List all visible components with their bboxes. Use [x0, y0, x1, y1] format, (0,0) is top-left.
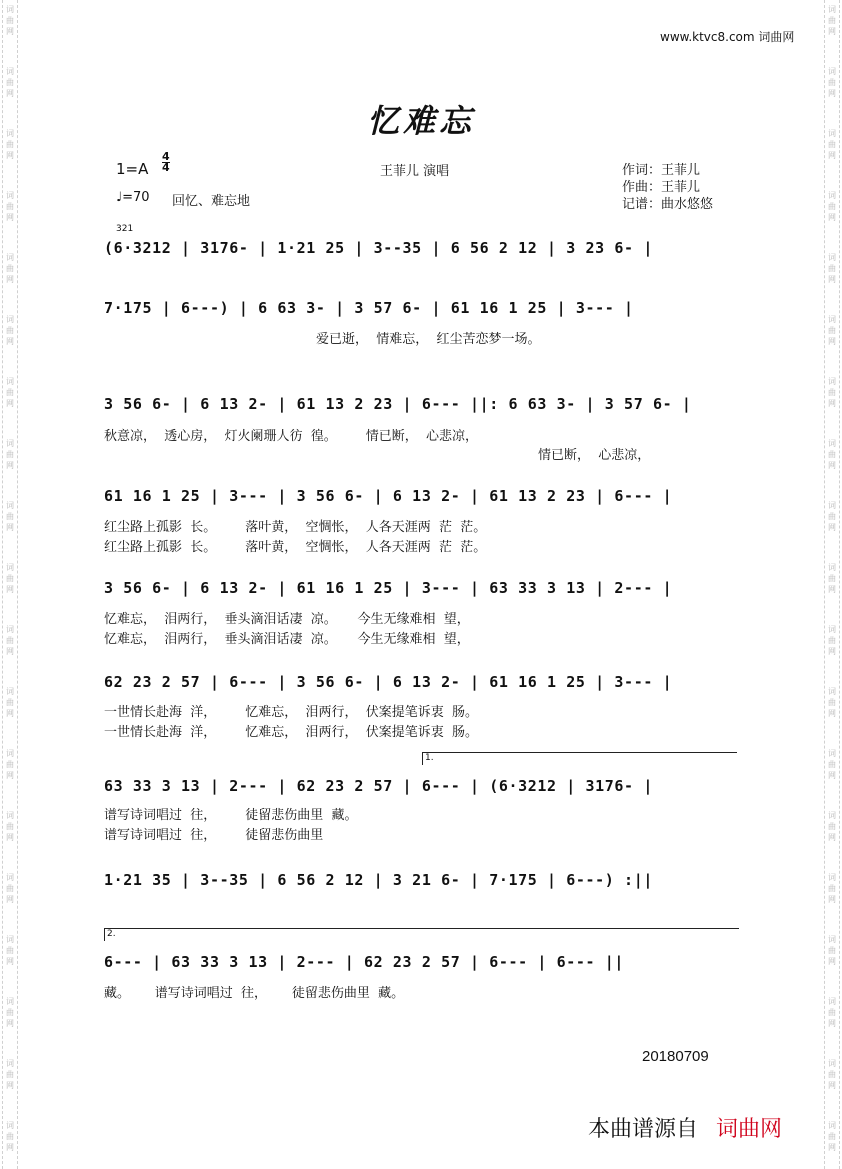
music-line-2: 7·175 | 6---) | 6 63 3- | 3 57 6- | 61 16 1 25 | 3--- | — [104, 299, 634, 317]
lyrics-line-7a: 谱写诗词唱过 往， 徒留悲伤曲里 藏。 — [104, 808, 358, 823]
watermark-mark: 词 曲 网 — [828, 1059, 836, 1090]
watermark-mark: 词 曲 网 — [828, 1121, 836, 1152]
lyrics-line-9: 藏。 谱写诗词唱过 往， 徒留悲伤曲里 藏。 — [104, 986, 405, 1001]
watermark-mark: 词 曲 网 — [6, 129, 14, 160]
watermark-mark: 词 曲 网 — [6, 439, 14, 470]
music-line-3: 3 56 6- | 6 13 2- | 61 13 2 23 | 6--- ||: 6 63 3- | 3 57 6- | — [104, 395, 692, 413]
music-line-8: 1·21 35 | 3--35 | 6 56 2 12 | 3 21 6- | 7·175 | 6---) :|| — [104, 871, 653, 889]
watermark-mark: 词 曲 网 — [828, 997, 836, 1028]
music-line-4: 61 16 1 25 | 3--- | 3 56 6- | 6 13 2- | 61 13 2 23 | 6--- | — [104, 487, 673, 505]
lyrics-line-5b: 忆难忘， 泪两行， 垂头滴泪话凄 凉。 今生无缘难相 望， — [104, 632, 470, 647]
watermark-mark: 词 曲 网 — [6, 501, 14, 532]
watermark-mark: 词 曲 网 — [6, 67, 14, 98]
watermark-mark: 词 曲 网 — [828, 811, 836, 842]
performer: 王菲儿 演唱 — [380, 164, 450, 179]
watermark-mark: 词 曲 网 — [6, 315, 14, 346]
watermark-mark: 词 曲 网 — [6, 5, 14, 36]
key-signature: 1=A — [116, 160, 149, 178]
watermark-mark: 词 曲 网 — [828, 749, 836, 780]
lyrics-line-4a: 红尘路上孤影 长。 落叶黄， 空惆怅， 人各天涯两 茫 茫。 — [104, 520, 487, 535]
music-line-6: 62 23 2 57 | 6--- | 3 56 6- | 6 13 2- | 61 16 1 25 | 3--- | — [104, 673, 673, 691]
lyricist-credit: 作词：王菲儿 — [622, 163, 701, 178]
second-ending-bracket: 2. — [104, 928, 739, 941]
time-denominator: 4 — [162, 161, 170, 174]
first-ending-bracket: 1. — [422, 752, 737, 765]
lyrics-line-6b: 一世情长赴海 洋， 忆难忘， 泪两行， 伏案提笔诉衷 肠。 — [104, 725, 478, 740]
composer-credit: 作曲：王菲儿 — [622, 180, 701, 195]
transcriber-credit: 记谱：曲水悠悠 — [622, 197, 714, 212]
music-line-9: 6--- | 63 33 3 13 | 2--- | 62 23 2 57 | 6--- | 6--- || — [104, 953, 625, 971]
watermark-mark: 词 曲 网 — [6, 873, 14, 904]
watermark-mark: 词 曲 网 — [828, 625, 836, 656]
lyrics-line-3a: 秋意凉， 透心房， 灯火阑珊人彷 徨。 情已断， 心悲凉， — [104, 429, 478, 444]
footer-text: 本曲谱源自 — [588, 1117, 699, 1142]
watermark-mark: 词 曲 网 — [6, 1059, 14, 1090]
music-line-7: 63 33 3 13 | 2--- | 62 23 2 57 | 6--- | (6·3212 | 3176- | — [104, 777, 653, 795]
song-title: 忆难忘 — [366, 102, 475, 140]
watermark-mark: 词 曲 网 — [6, 997, 14, 1028]
watermark-mark: 词 曲 网 — [828, 253, 836, 284]
watermark-mark: 词 曲 网 — [828, 191, 836, 222]
watermark-mark: 词 曲 网 — [828, 315, 836, 346]
watermark-mark: 词 曲 网 — [6, 749, 14, 780]
watermark-mark: 词 曲 网 — [6, 563, 14, 594]
watermark-mark: 词 曲 网 — [6, 687, 14, 718]
lyrics-line-3b: 情已断， 心悲凉， — [538, 448, 651, 463]
watermark-mark: 词 曲 网 — [828, 67, 836, 98]
watermark-mark: 词 曲 网 — [828, 377, 836, 408]
watermark-mark: 词 曲 网 — [828, 501, 836, 532]
watermark-mark: 词 曲 网 — [6, 811, 14, 842]
watermark-mark: 词 曲 网 — [828, 873, 836, 904]
watermark-mark: 词 曲 网 — [828, 129, 836, 160]
watermark-mark: 词 曲 网 — [6, 377, 14, 408]
transcription-date: 20180709 — [642, 1048, 709, 1065]
site-url[interactable]: www.ktvc8.com 词曲网 — [660, 30, 795, 44]
lyrics-line-5a: 忆难忘， 泪两行， 垂头滴泪话凄 凉。 今生无缘难相 望， — [104, 612, 470, 627]
tempo-marking: ♩=70 — [116, 190, 150, 205]
lyrics-line-2: 爱已逝， 情难忘， 红尘苦恋梦一场。 — [316, 332, 541, 347]
time-signature — [162, 152, 170, 173]
watermark-mark: 词 曲 网 — [6, 935, 14, 966]
right-watermark-strip — [824, 0, 840, 1169]
lyrics-line-6a: 一世情长赴海 洋， 忆难忘， 泪两行， 伏案提笔诉衷 肠。 — [104, 705, 478, 720]
watermark-mark: 词 曲 网 — [6, 625, 14, 656]
grace-note-mark: 321 — [116, 224, 134, 234]
credits-block — [622, 162, 713, 213]
lyrics-line-4b: 红尘路上孤影 长。 落叶黄， 空惆怅， 人各天涯两 茫 茫。 — [104, 540, 487, 555]
music-line-5: 3 56 6- | 6 13 2- | 61 16 1 25 | 3--- | 63 33 3 13 | 2--- | — [104, 579, 673, 597]
watermark-mark: 词 曲 网 — [828, 439, 836, 470]
left-watermark-strip — [2, 0, 18, 1169]
footer-source — [588, 1112, 782, 1143]
footer-brand-link[interactable]: 词曲网 — [716, 1117, 783, 1142]
watermark-mark: 词 曲 网 — [828, 5, 836, 36]
lyrics-line-7b: 谱写诗词唱过 往， 徒留悲伤曲里 — [104, 828, 324, 843]
expression-marking: 回忆、难忘地 — [172, 194, 251, 209]
watermark-mark: 词 曲 网 — [828, 687, 836, 718]
watermark-mark: 词 曲 网 — [6, 1121, 14, 1152]
watermark-mark: 词 曲 网 — [828, 563, 836, 594]
watermark-mark: 词 曲 网 — [6, 191, 14, 222]
watermark-mark: 词 曲 网 — [6, 253, 14, 284]
music-line-1: (6·3212 | 3176- | 1·21 25 | 3--35 | 6 56 2 12 | 3 23 6- | — [104, 239, 653, 257]
watermark-mark: 词 曲 网 — [828, 935, 836, 966]
time-numerator: 4 — [162, 150, 170, 163]
